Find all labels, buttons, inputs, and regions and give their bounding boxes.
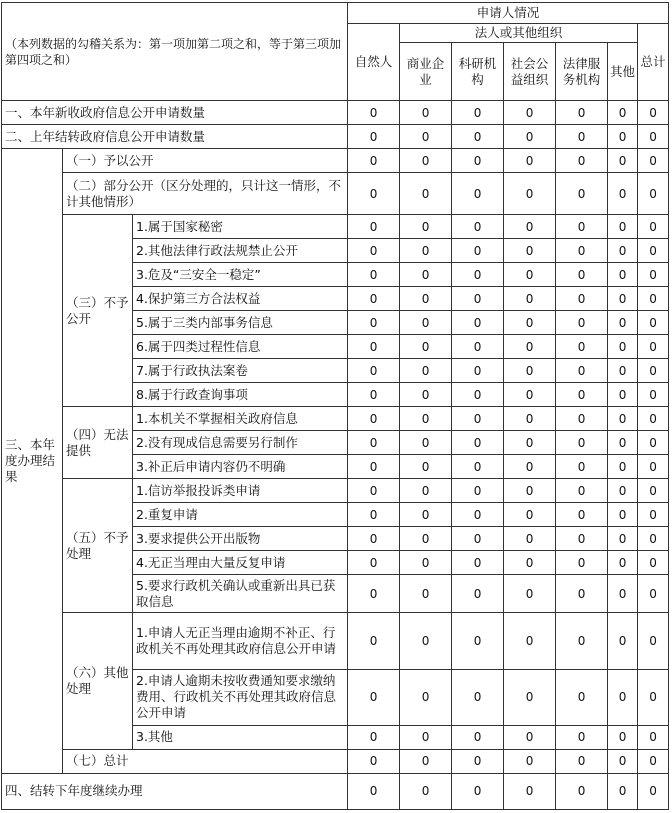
value-cell: 0	[452, 431, 504, 455]
value-cell: 0	[504, 101, 556, 125]
value-cell: 0	[400, 149, 452, 173]
value-cell: 0	[608, 239, 638, 263]
value-cell: 0	[400, 311, 452, 335]
value-cell: 0	[348, 503, 400, 527]
value-cell: 0	[638, 773, 669, 809]
value-cell: 0	[608, 669, 638, 725]
value-cell: 0	[504, 335, 556, 359]
value-cell: 0	[556, 311, 608, 335]
value-cell: 0	[638, 551, 669, 575]
value-cell: 0	[348, 125, 400, 149]
value-cell: 0	[400, 215, 452, 239]
table-body	[2, 3, 669, 810]
value-cell: 0	[348, 383, 400, 407]
value-cell: 0	[504, 173, 556, 215]
value-cell: 0	[608, 287, 638, 311]
value-cell: 0	[400, 173, 452, 215]
item-label: 3.要求提供公开出版物	[133, 527, 348, 551]
value-cell: 0	[608, 407, 638, 431]
value-cell: 0	[400, 101, 452, 125]
value-cell: 0	[504, 263, 556, 287]
org-col-header: 其他	[608, 43, 638, 101]
value-cell: 0	[348, 669, 400, 725]
table-row	[2, 101, 669, 125]
value-cell: 0	[504, 149, 556, 173]
value-cell: 0	[348, 575, 400, 613]
item-label: 1.本机关不掌握相关政府信息	[133, 407, 348, 431]
value-cell: 0	[638, 479, 669, 503]
value-cell: 0	[348, 149, 400, 173]
group-label: （七）总计	[63, 749, 348, 773]
group-label: （一）予以公开	[63, 149, 348, 173]
item-label: 6.属于四类过程性信息	[133, 335, 348, 359]
value-cell: 0	[608, 773, 638, 809]
item-label: 2.其他法律行政法规禁止公开	[133, 239, 348, 263]
value-cell: 0	[452, 383, 504, 407]
value-cell: 0	[504, 239, 556, 263]
value-cell: 0	[452, 239, 504, 263]
row-label: 四、结转下年度继续办理	[2, 773, 348, 809]
value-cell: 0	[504, 551, 556, 575]
value-cell: 0	[608, 503, 638, 527]
value-cell: 0	[556, 263, 608, 287]
value-cell: 0	[348, 239, 400, 263]
value-cell: 0	[556, 575, 608, 613]
item-label: 4.保护第三方合法权益	[133, 287, 348, 311]
value-cell: 0	[556, 613, 608, 669]
applicant-status-header: 申请人情况	[348, 3, 669, 24]
value-cell: 0	[504, 311, 556, 335]
value-cell: 0	[638, 149, 669, 173]
item-label: 1.申请人无正当理由逾期不补正、行政机关不再处理其政府信息公开申请	[133, 613, 348, 669]
value-cell: 0	[452, 287, 504, 311]
value-cell: 0	[504, 749, 556, 773]
value-cell: 0	[504, 527, 556, 551]
value-cell: 0	[504, 125, 556, 149]
value-cell: 0	[452, 149, 504, 173]
value-cell: 0	[638, 575, 669, 613]
value-cell: 0	[556, 407, 608, 431]
legal-org-header: 法人或其他组织	[400, 24, 638, 43]
value-cell: 0	[400, 479, 452, 503]
value-cell: 0	[608, 359, 638, 383]
value-cell: 0	[400, 575, 452, 613]
table-row	[2, 613, 669, 669]
table-row	[2, 479, 669, 503]
value-cell: 0	[504, 669, 556, 725]
value-cell: 0	[400, 749, 452, 773]
value-cell: 0	[608, 311, 638, 335]
value-cell: 0	[348, 613, 400, 669]
value-cell: 0	[348, 527, 400, 551]
value-cell: 0	[608, 551, 638, 575]
value-cell: 0	[504, 479, 556, 503]
value-cell: 0	[348, 287, 400, 311]
value-cell: 0	[504, 773, 556, 809]
value-cell: 0	[348, 101, 400, 125]
table-row	[2, 749, 669, 773]
org-col-header: 社会公益组织	[504, 43, 556, 101]
value-cell: 0	[504, 383, 556, 407]
value-cell: 0	[400, 551, 452, 575]
value-cell: 0	[638, 287, 669, 311]
row-label: 一、本年新收政府信息公开申请数量	[2, 101, 348, 125]
value-cell: 0	[452, 669, 504, 725]
value-cell: 0	[452, 215, 504, 239]
table-row	[2, 215, 669, 239]
value-cell: 0	[504, 503, 556, 527]
value-cell: 0	[556, 551, 608, 575]
group-label: （六）其他处理	[63, 613, 133, 749]
value-cell: 0	[556, 239, 608, 263]
value-cell: 0	[608, 749, 638, 773]
value-cell: 0	[504, 431, 556, 455]
value-cell: 0	[452, 125, 504, 149]
value-cell: 0	[452, 773, 504, 809]
value-cell: 0	[400, 407, 452, 431]
item-label: 4.无正当理由大量反复申请	[133, 551, 348, 575]
value-cell: 0	[452, 575, 504, 613]
value-cell: 0	[400, 773, 452, 809]
value-cell: 0	[452, 551, 504, 575]
value-cell: 0	[638, 527, 669, 551]
value-cell: 0	[400, 383, 452, 407]
org-col-header: 商业企业	[400, 43, 452, 101]
value-cell: 0	[608, 479, 638, 503]
value-cell: 0	[638, 359, 669, 383]
table-row	[2, 125, 669, 149]
value-cell: 0	[556, 479, 608, 503]
group-label: （五）不予处理	[63, 479, 133, 613]
value-cell: 0	[608, 527, 638, 551]
value-cell: 0	[452, 479, 504, 503]
value-cell: 0	[638, 383, 669, 407]
value-cell: 0	[400, 359, 452, 383]
value-cell: 0	[348, 335, 400, 359]
value-cell: 0	[638, 101, 669, 125]
value-cell: 0	[556, 527, 608, 551]
value-cell: 0	[608, 149, 638, 173]
value-cell: 0	[556, 173, 608, 215]
section-label: 三、本年度办理结果	[2, 149, 63, 774]
org-col-header: 科研机构	[452, 43, 504, 101]
item-label: 8.属于行政查询事项	[133, 383, 348, 407]
value-cell: 0	[400, 613, 452, 669]
value-cell: 0	[608, 431, 638, 455]
value-cell: 0	[608, 575, 638, 613]
value-cell: 0	[504, 359, 556, 383]
value-cell: 0	[608, 455, 638, 479]
item-label: 3.补正后申请内容仍不明确	[133, 455, 348, 479]
value-cell: 0	[556, 455, 608, 479]
value-cell: 0	[556, 359, 608, 383]
value-cell: 0	[348, 407, 400, 431]
value-cell: 0	[452, 101, 504, 125]
value-cell: 0	[638, 455, 669, 479]
value-cell: 0	[452, 503, 504, 527]
value-cell: 0	[638, 749, 669, 773]
table-row	[2, 173, 669, 215]
group-label: （四）无法提供	[63, 407, 133, 479]
value-cell: 0	[504, 613, 556, 669]
header-note: （本列数据的勾稽关系为：第一项加第二项之和，等于第三项加第四项之和）	[2, 3, 348, 101]
value-cell: 0	[348, 551, 400, 575]
value-cell: 0	[400, 263, 452, 287]
value-cell: 0	[638, 431, 669, 455]
row-label: 二、上年结转政府信息公开申请数量	[2, 125, 348, 149]
value-cell: 0	[348, 725, 400, 749]
value-cell: 0	[556, 335, 608, 359]
value-cell: 0	[638, 173, 669, 215]
item-label: 5.要求行政机关确认或重新出具已获取信息	[133, 575, 348, 613]
value-cell: 0	[400, 431, 452, 455]
value-cell: 0	[504, 455, 556, 479]
item-label: 1.属于国家秘密	[133, 215, 348, 239]
table-row	[2, 773, 669, 809]
item-label: 2.申请人逾期未按收费通知要求缴纳费用、行政机关不再处理其政府信息公开申请	[133, 669, 348, 725]
item-label: 3.其他	[133, 725, 348, 749]
value-cell: 0	[504, 287, 556, 311]
value-cell: 0	[348, 455, 400, 479]
value-cell: 0	[452, 311, 504, 335]
total-header: 总计	[638, 24, 669, 101]
value-cell: 0	[608, 215, 638, 239]
value-cell: 0	[400, 125, 452, 149]
value-cell: 0	[400, 239, 452, 263]
value-cell: 0	[608, 173, 638, 215]
table-row	[2, 149, 669, 173]
value-cell: 0	[452, 613, 504, 669]
value-cell: 0	[452, 173, 504, 215]
value-cell: 0	[638, 613, 669, 669]
value-cell: 0	[348, 749, 400, 773]
value-cell: 0	[452, 527, 504, 551]
group-label: （三）不予公开	[63, 215, 133, 407]
information-disclosure-table	[1, 2, 669, 810]
value-cell: 0	[504, 407, 556, 431]
value-cell: 0	[638, 335, 669, 359]
value-cell: 0	[348, 773, 400, 809]
value-cell: 0	[556, 669, 608, 725]
value-cell: 0	[638, 215, 669, 239]
value-cell: 0	[556, 101, 608, 125]
value-cell: 0	[504, 575, 556, 613]
value-cell: 0	[556, 725, 608, 749]
value-cell: 0	[452, 749, 504, 773]
value-cell: 0	[400, 287, 452, 311]
value-cell: 0	[556, 431, 608, 455]
value-cell: 0	[452, 335, 504, 359]
value-cell: 0	[348, 311, 400, 335]
item-label: 3.危及“三安全一稳定”	[133, 263, 348, 287]
value-cell: 0	[348, 173, 400, 215]
value-cell: 0	[504, 725, 556, 749]
value-cell: 0	[556, 749, 608, 773]
value-cell: 0	[504, 215, 556, 239]
value-cell: 0	[608, 725, 638, 749]
value-cell: 0	[556, 287, 608, 311]
value-cell: 0	[348, 359, 400, 383]
value-cell: 0	[638, 669, 669, 725]
item-label: 1.信访举报投诉类申请	[133, 479, 348, 503]
value-cell: 0	[452, 725, 504, 749]
value-cell: 0	[400, 527, 452, 551]
item-label: 7.属于行政执法案卷	[133, 359, 348, 383]
value-cell: 0	[638, 311, 669, 335]
value-cell: 0	[452, 407, 504, 431]
value-cell: 0	[348, 263, 400, 287]
value-cell: 0	[638, 503, 669, 527]
value-cell: 0	[452, 455, 504, 479]
value-cell: 0	[348, 431, 400, 455]
item-label: 5.属于三类内部事务信息	[133, 311, 348, 335]
value-cell: 0	[400, 503, 452, 527]
value-cell: 0	[452, 263, 504, 287]
value-cell: 0	[556, 125, 608, 149]
value-cell: 0	[608, 125, 638, 149]
value-cell: 0	[348, 215, 400, 239]
value-cell: 0	[400, 335, 452, 359]
value-cell: 0	[556, 215, 608, 239]
value-cell: 0	[638, 407, 669, 431]
value-cell: 0	[638, 263, 669, 287]
value-cell: 0	[400, 725, 452, 749]
value-cell: 0	[400, 455, 452, 479]
value-cell: 0	[608, 383, 638, 407]
value-cell: 0	[348, 479, 400, 503]
item-label: 2.没有现成信息需要另行制作	[133, 431, 348, 455]
value-cell: 0	[608, 335, 638, 359]
value-cell: 0	[638, 239, 669, 263]
natural-person-header: 自然人	[348, 24, 400, 101]
value-cell: 0	[638, 725, 669, 749]
value-cell: 0	[608, 613, 638, 669]
value-cell: 0	[556, 383, 608, 407]
value-cell: 0	[556, 149, 608, 173]
item-label: 2.重复申请	[133, 503, 348, 527]
value-cell: 0	[556, 773, 608, 809]
value-cell: 0	[556, 503, 608, 527]
header-row-1	[2, 3, 669, 24]
group-label: （二）部分公开（区分处理的，只计这一情形，不计其他情形）	[63, 173, 348, 215]
value-cell: 0	[638, 125, 669, 149]
value-cell: 0	[452, 359, 504, 383]
table-row	[2, 407, 669, 431]
value-cell: 0	[400, 669, 452, 725]
value-cell: 0	[608, 263, 638, 287]
value-cell: 0	[608, 101, 638, 125]
org-col-header: 法律服务机构	[556, 43, 608, 101]
